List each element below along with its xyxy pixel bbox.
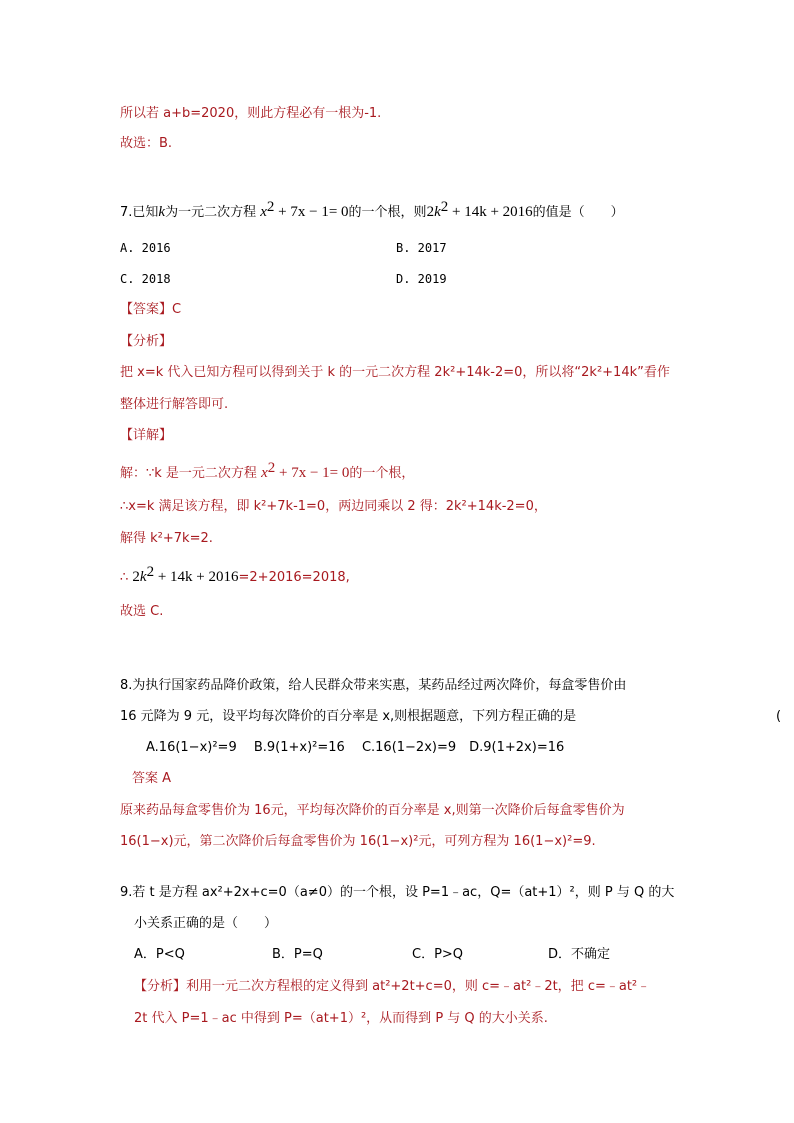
q7-analysis-line2: 整体进行解答即可. xyxy=(120,397,229,412)
q7-sol1-eq-rest: + 7x − 1= 0 xyxy=(275,465,350,481)
q8-explanation-line2: 16(1−x)元，第二次降价后每盒零售价为 16(1−x)²元，可列方程为 16(1−x)²=9. xyxy=(120,834,596,849)
q7-expr-rest: + 14k + 2016 xyxy=(448,204,533,220)
q7-sol4-b: =2+2016=2018, xyxy=(238,570,350,585)
q7-stem-a: 7.已知 xyxy=(120,205,159,220)
q8-answer: 答案 A xyxy=(132,771,172,786)
q7-stem xyxy=(120,199,624,222)
q8-options: A.16(1−x)²=9 B.9(1+x)²=16 C.16(1−2x)=9 D.9(1+2x)=16 xyxy=(146,740,565,755)
q9-analysis-line2: 2t 代入 P=1﹣ac 中得到 P=（at+1）²，从而得到 P 与 Q 的大小关系. xyxy=(134,1011,548,1026)
q8-stem-line2: 16 元降为 9 元，设平均每次降价的百分率是 x,则根据题意，下列方程正确的是 xyxy=(120,709,577,724)
q9-stem-line2: 小关系正确的是（ ） xyxy=(134,916,278,931)
q7-eq-sq: 2 xyxy=(266,199,275,215)
q7-option-a: A. 2016 xyxy=(120,241,171,255)
q7-stem-b: 为一元二次方程 xyxy=(165,205,257,220)
q7-sol4-expr-sq: 2 xyxy=(146,564,155,580)
q7-solution-line4 xyxy=(120,564,350,587)
q7-sol4-expr-2: 2 xyxy=(132,569,140,585)
q7-option-b: B. 2017 xyxy=(396,241,447,255)
q7-option-d: D. 2019 xyxy=(396,272,447,286)
q7-sol4-a: ∴ xyxy=(120,570,129,585)
prev-choice: 故选：B. xyxy=(120,136,173,151)
q9-option-a: A．P<Q xyxy=(134,947,185,962)
q9-option-c: C．P>Q xyxy=(412,947,464,962)
q7-detail-title: 【详解】 xyxy=(120,428,173,443)
q7-solution-line3: 解得 k²+7k=2. xyxy=(120,531,213,546)
q7-expr-2: 2 xyxy=(426,204,435,220)
q7-eq-x: x xyxy=(260,204,267,220)
prev-conclusion: 所以若 a+b=2020，则此方程必有一根为-1. xyxy=(120,106,382,121)
q7-eq-rest: + 7x − 1= 0 xyxy=(274,204,349,220)
q8-explanation-line1: 原来药品每盒零售价为 16元，平均每次降价的百分率是 x,则第一次降价后每盒零售价为 xyxy=(120,803,625,818)
q7-sol1-eq-sq: 2 xyxy=(267,460,276,476)
q7-choice: 故选 C. xyxy=(120,604,164,619)
q7-expr-sq: 2 xyxy=(440,199,449,215)
q7-solution-line1 xyxy=(120,460,415,483)
q8-stem-line1: 8.为执行国家药品降价政策，给人民群众带来实惠，某药品经过两次降价，每盒零售价由 xyxy=(120,678,627,693)
q9-analysis-line1: 【分析】利用一元二次方程根的定义得到 at²+2t+c=0，则 c=﹣at²﹣2t，把 c=﹣at²﹣ xyxy=(134,979,651,994)
q7-analysis-line1: 把 x=k 代入已知方程可以得到关于 k 的一元二次方程 2k²+14k-2=0，所以将“2k²+14k”看作 xyxy=(120,365,670,380)
q7-answer: 【答案】C xyxy=(120,302,182,317)
q7-sol1-b: 的一个根， xyxy=(349,466,415,481)
q7-sol4-expr-k: k xyxy=(139,569,147,585)
q7-sol4-expr-rest: + 14k + 2016 xyxy=(154,569,239,585)
q9-stem-line1: 9.若 t 是方程 ax²+2x+c=0（a≠0）的一个根，设 P=1﹣ac，Q=（at+1）²，则 P 与 Q 的大 xyxy=(120,885,675,900)
q7-expr-k: k xyxy=(434,204,441,220)
q9-option-b: B．P=Q xyxy=(272,947,323,962)
q7-stem-c: 的一个根，则 xyxy=(348,205,427,220)
q7-sol1-eq-x: x xyxy=(261,465,268,481)
q8-open-paren: ( xyxy=(776,709,782,724)
q7-solution-line2: ∴x=k 满足该方程，即 k²+7k-1=0，两边同乘以 2 得：2k²+14k-2=0， xyxy=(120,499,547,514)
q7-option-c: C. 2018 xyxy=(120,272,171,286)
q7-analysis-title: 【分析】 xyxy=(120,334,173,349)
q7-var-k: k xyxy=(158,204,166,220)
q9-option-d: D．不确定 xyxy=(548,947,611,962)
q7-stem-d: 的值是（ ） xyxy=(532,205,624,220)
q7-sol1-a: 解：∵k 是一元二次方程 xyxy=(120,466,257,481)
